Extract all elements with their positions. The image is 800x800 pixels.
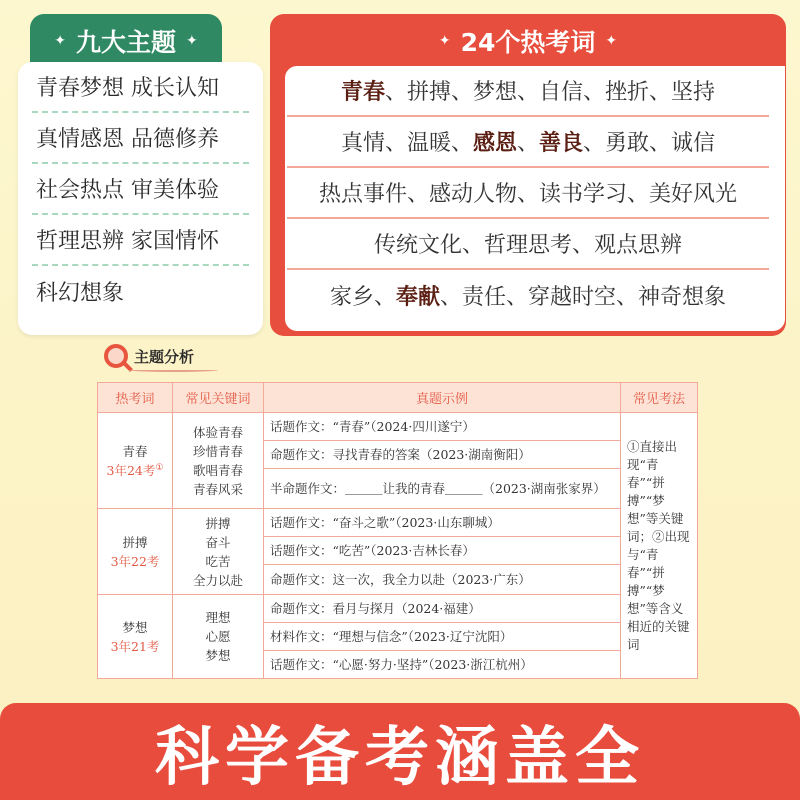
section-heading <box>104 344 194 368</box>
col-header: 常见关键词 <box>173 383 264 413</box>
example-cell: 半命题作文：＿＿＿让我的青春＿＿＿（2023·湖南张家界） <box>264 469 621 509</box>
sparkle-icon: ✦ <box>438 33 451 49</box>
hot-word: 梦想 <box>122 619 148 635</box>
hotword-text: 、责任、穿越时空、神奇想象 <box>440 285 727 310</box>
theme-item: 社会热点 审美体验 <box>32 164 249 215</box>
themes-title: 九大主题 <box>75 28 176 57</box>
hotwords-title: 24个热考词 <box>460 28 596 57</box>
hot-word: 拼搏 <box>122 534 148 550</box>
theme-item: 真情感恩 品德修养 <box>32 113 249 164</box>
banner: 科学备考涵盖全 <box>0 703 800 800</box>
keywords-cell <box>173 509 264 595</box>
hotword-text: 、拼搏、梦想、自信、挫折、坚持 <box>385 80 716 105</box>
theme-item: 科幻想象 <box>36 281 125 306</box>
col-header: 常见考法 <box>621 383 698 413</box>
hotword-bold: 善良 <box>539 131 584 156</box>
col-header: 真题示例 <box>264 383 621 413</box>
section-title: 主题分析 <box>134 347 195 366</box>
hotword-row <box>287 66 769 117</box>
keywords-cell <box>173 595 264 679</box>
keyword: 奋斗 <box>205 534 231 550</box>
example-cell: 话题作文：“心愿·努力·坚持”（2023·浙江杭州） <box>264 651 621 679</box>
themes-card <box>18 62 263 335</box>
underline-decoration <box>128 368 218 372</box>
hotword-row <box>287 270 769 321</box>
hotword-text: 家乡、 <box>329 285 396 310</box>
hotword-bold: 青春 <box>340 80 385 105</box>
hotword-text: 传统文化、哲理思考、观点思辨 <box>373 233 682 258</box>
keyword: 青春风采 <box>192 481 243 497</box>
hotword-bold: 奉献 <box>395 285 440 310</box>
keywords-cell <box>173 413 264 509</box>
hot-word-cell <box>98 413 173 509</box>
table-row <box>98 413 698 441</box>
keyword: 歌唱青春 <box>192 462 243 478</box>
hotword-row <box>287 117 769 168</box>
keyword: 梦想 <box>205 648 231 663</box>
table-row <box>98 509 698 537</box>
footnote-mark: ① <box>155 462 164 473</box>
keyword: 全力以赴 <box>192 572 243 588</box>
hotword-row <box>287 219 769 270</box>
example-cell: 命题作文：这一次，我全力以赴（2023·广东） <box>264 565 621 595</box>
hotword-text: 热点事件、感动人物、读书学习、美好风光 <box>318 182 737 207</box>
method-cell: ①直接出现“青春”“拼搏”“梦想”等关键词；②出现与“青春”“拼搏”“梦想”等含义相近的关键词 <box>621 413 698 679</box>
example-cell: 话题作文：“奋斗之歌”（2023·山东聊城） <box>264 509 621 537</box>
keyword: 理想 <box>205 610 231 625</box>
hot-word-cell <box>98 595 173 679</box>
themes-header <box>30 14 222 68</box>
hotword-row <box>287 168 769 219</box>
theme-item: 青春梦想 成长认知 <box>32 62 249 113</box>
hotwords-header <box>270 14 786 68</box>
table-row <box>98 595 698 623</box>
example-cell: 话题作文：“青春”（2024·四川遂宁） <box>264 413 621 441</box>
col-header: 热考词 <box>98 383 173 413</box>
hotword-text: 真情、温暖、 <box>340 131 473 156</box>
sparkle-icon: ✦ <box>605 33 618 49</box>
keyword: 拼搏 <box>205 515 231 531</box>
sparkle-icon: ✦ <box>54 33 66 49</box>
magnifier-icon <box>104 344 128 368</box>
keyword: 吃苦 <box>205 553 231 569</box>
example-cell: 材料作文：“理想与信念”（2023·辽宁沈阳） <box>264 623 621 651</box>
hotword-bold: 感恩 <box>472 131 517 156</box>
hot-word-cell <box>98 509 173 595</box>
example-cell: 命题作文：寻找青春的答案（2023·湖南衡阳） <box>264 441 621 469</box>
hotwords-card <box>285 66 785 331</box>
hotword-text: 、勇敢、诚信 <box>583 131 716 156</box>
analysis-table <box>97 382 698 679</box>
keyword: 心愿 <box>205 629 231 644</box>
example-cell: 命题作文：看月与探月（2024·福建） <box>264 595 621 623</box>
keyword: 体验青春 <box>192 424 243 440</box>
hotword-text: 、 <box>516 131 539 156</box>
hot-word: 青春 <box>122 443 148 459</box>
example-cell: 话题作文：“吃苦”（2023·吉林长春） <box>264 537 621 565</box>
exam-count: 3年24考① <box>106 462 164 478</box>
exam-count: 3年21考 <box>110 638 160 654</box>
exam-count: 3年22考 <box>110 553 160 569</box>
keyword: 珍惜青春 <box>192 443 243 459</box>
theme-item: 哲理思辨 家国情怀 <box>32 215 249 266</box>
sparkle-icon: ✦ <box>186 33 198 49</box>
